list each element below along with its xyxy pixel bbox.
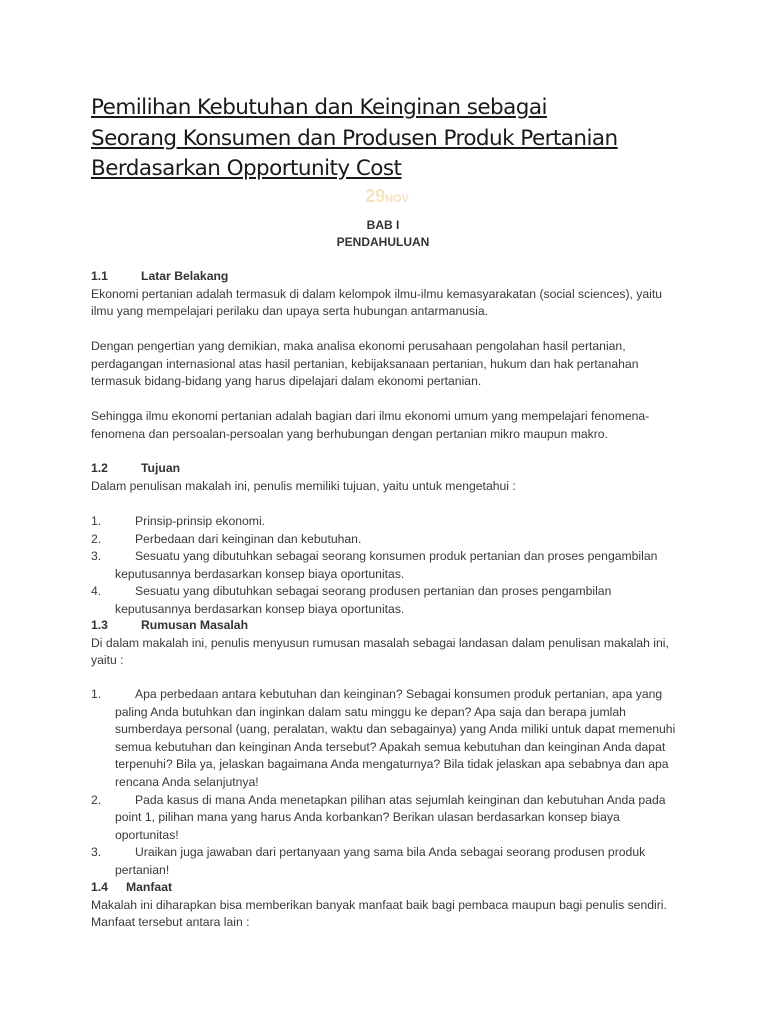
section-heading	[91, 879, 681, 897]
paragraph: Di dalam makalah ini, penulis menyusun rumusan masalah sebagai landasan dalam penulisan makalah ini, yaitu :	[91, 635, 669, 668]
tujuan-list	[91, 513, 681, 619]
list-index: 2.	[91, 531, 102, 546]
section-title: Rumusan Masalah	[141, 618, 249, 632]
section-number: 1.3	[91, 618, 108, 632]
paragraph: Dalam penulisan makalah ini, penulis memiliki tujuan, yaitu untuk mengetahui :	[91, 478, 516, 493]
section-heading	[91, 460, 681, 478]
title-line: Pemilihan Kebutuhan dan Keinginan sebagai	[91, 95, 547, 120]
paragraph-block	[91, 408, 681, 443]
list-text: Uraikan juga jawaban dari pertanyaan yang sama bila Anda sebagai seorang produsen produk pertanian!	[115, 845, 646, 877]
paragraph: Sehingga ilmu ekonomi pertanian adalah bagian dari ilmu ekonomi umum yang mempelajari fenomena-fenomena dan persoalan-persoalan yang berhubungan dengan pertanian mikro maupun makro.	[91, 409, 650, 441]
list-text: Prinsip-prinsip ekonomi.	[135, 514, 266, 528]
date-day: 29	[365, 186, 386, 206]
list-item	[91, 792, 681, 845]
title-line: Berdasarkan Opportunity Cost	[91, 156, 402, 181]
section-title: Latar Belakang	[141, 269, 229, 283]
date-month: NOV	[385, 193, 409, 205]
section-number: 1.4	[91, 880, 108, 894]
list-text: Sesuatu yang dibutuhkan sebagai seorang produsen pertanian dan proses pengambilan keputusannya berdasarkan konsep biaya oportunitas.	[115, 584, 612, 616]
post-date	[342, 188, 432, 209]
list-item	[91, 531, 681, 549]
list-item	[91, 513, 681, 531]
paragraph: Dengan pengertian yang demikian, maka analisa ekonomi perusahaan pengolahan hasil pertanian, perdagangan internasional atas hasil pertanian, kebijaksanaan pertanian, hukum dan hak pertanahan termasuk bidang-bidang yang harus dipelajari dalam ekonomi pertanian.	[91, 339, 639, 389]
list-text: Pada kasus di mana Anda menetapkan pilihan atas sejumlah keinginan dan kebutuhan Anda pada point 1, pilihan mana yang harus Anda korbankan? Berikan ulasan berdasarkan konsep biaya oportunitas!	[115, 792, 666, 842]
section-manfaat	[91, 879, 681, 932]
section-heading	[91, 268, 681, 286]
rumusan-list-block	[91, 686, 681, 880]
section-heading	[91, 617, 681, 635]
list-index: 3.	[91, 549, 102, 564]
list-index: 3.	[91, 845, 102, 860]
section-title: Tujuan	[141, 461, 181, 475]
list-index: 4.	[91, 584, 102, 599]
list-text: Sesuatu yang dibutuhkan sebagai seorang konsumen produk pertanian dan proses pengambilan keputusannya berdasarkan konsep biaya oportunitas.	[115, 549, 658, 581]
list-item	[91, 686, 681, 792]
paragraph: Makalah ini diharapkan bisa memberikan banyak manfaat baik bagi pembaca maupun bagi penulis sendiri. Manfaat tersebut antara lain :	[91, 897, 667, 930]
section-title: Manfaat	[126, 880, 173, 894]
paragraph: Ekonomi pertanian adalah termasuk di dalam kelompok ilmu-ilmu kemasyarakatan (social sciences), yaitu ilmu yang mempelajari perilaku dan upaya serta hubungan antarmanusia.	[91, 286, 663, 319]
list-index: 1.	[91, 514, 102, 528]
list-item	[91, 583, 681, 618]
list-text: Perbedaan dari keinginan dan kebutuhan.	[135, 531, 362, 546]
chapter-number: BAB I	[366, 218, 400, 232]
document-title	[91, 93, 731, 185]
list-index: 1.	[91, 687, 102, 701]
section-latar-belakang	[91, 268, 681, 321]
chapter-heading	[91, 217, 675, 251]
list-index: 2.	[91, 792, 102, 807]
title-line: Seorang Konsumen dan Produsen Produk Pertanian	[91, 125, 618, 151]
list-text: Apa perbedaan antara kebutuhan dan keinginan? Sebagai konsumen produk pertanian, apa yang paling Anda butuhkan dan inginkan dalam satu minggu ke depan? Apa saja dan berapa jumlah sumberdaya personal (uang, peralatan, waktu dan sebagainya) yang Anda miliki untuk dapat memenuhi semua kebutuhan dan keinginan Anda tersebut? Apakah semua kebutuhan dan keinginan Anda dapat terpenuhi? Bila ya, jelaskan bagaimana Anda mengaturnya? Bila tidak jelaskan apa sebabnya dan apa rencana Anda selanjutnya!	[115, 687, 676, 789]
section-tujuan	[91, 460, 681, 495]
section-rumusan-masalah	[91, 617, 681, 670]
tujuan-list-block	[91, 513, 681, 619]
chapter-title: PENDAHULUAN	[336, 235, 430, 249]
section-number: 1.1	[91, 269, 108, 283]
list-item	[91, 844, 681, 879]
paragraph-block	[91, 338, 681, 391]
list-item	[91, 548, 681, 583]
rumusan-list	[91, 686, 681, 880]
section-number: 1.2	[91, 461, 108, 475]
